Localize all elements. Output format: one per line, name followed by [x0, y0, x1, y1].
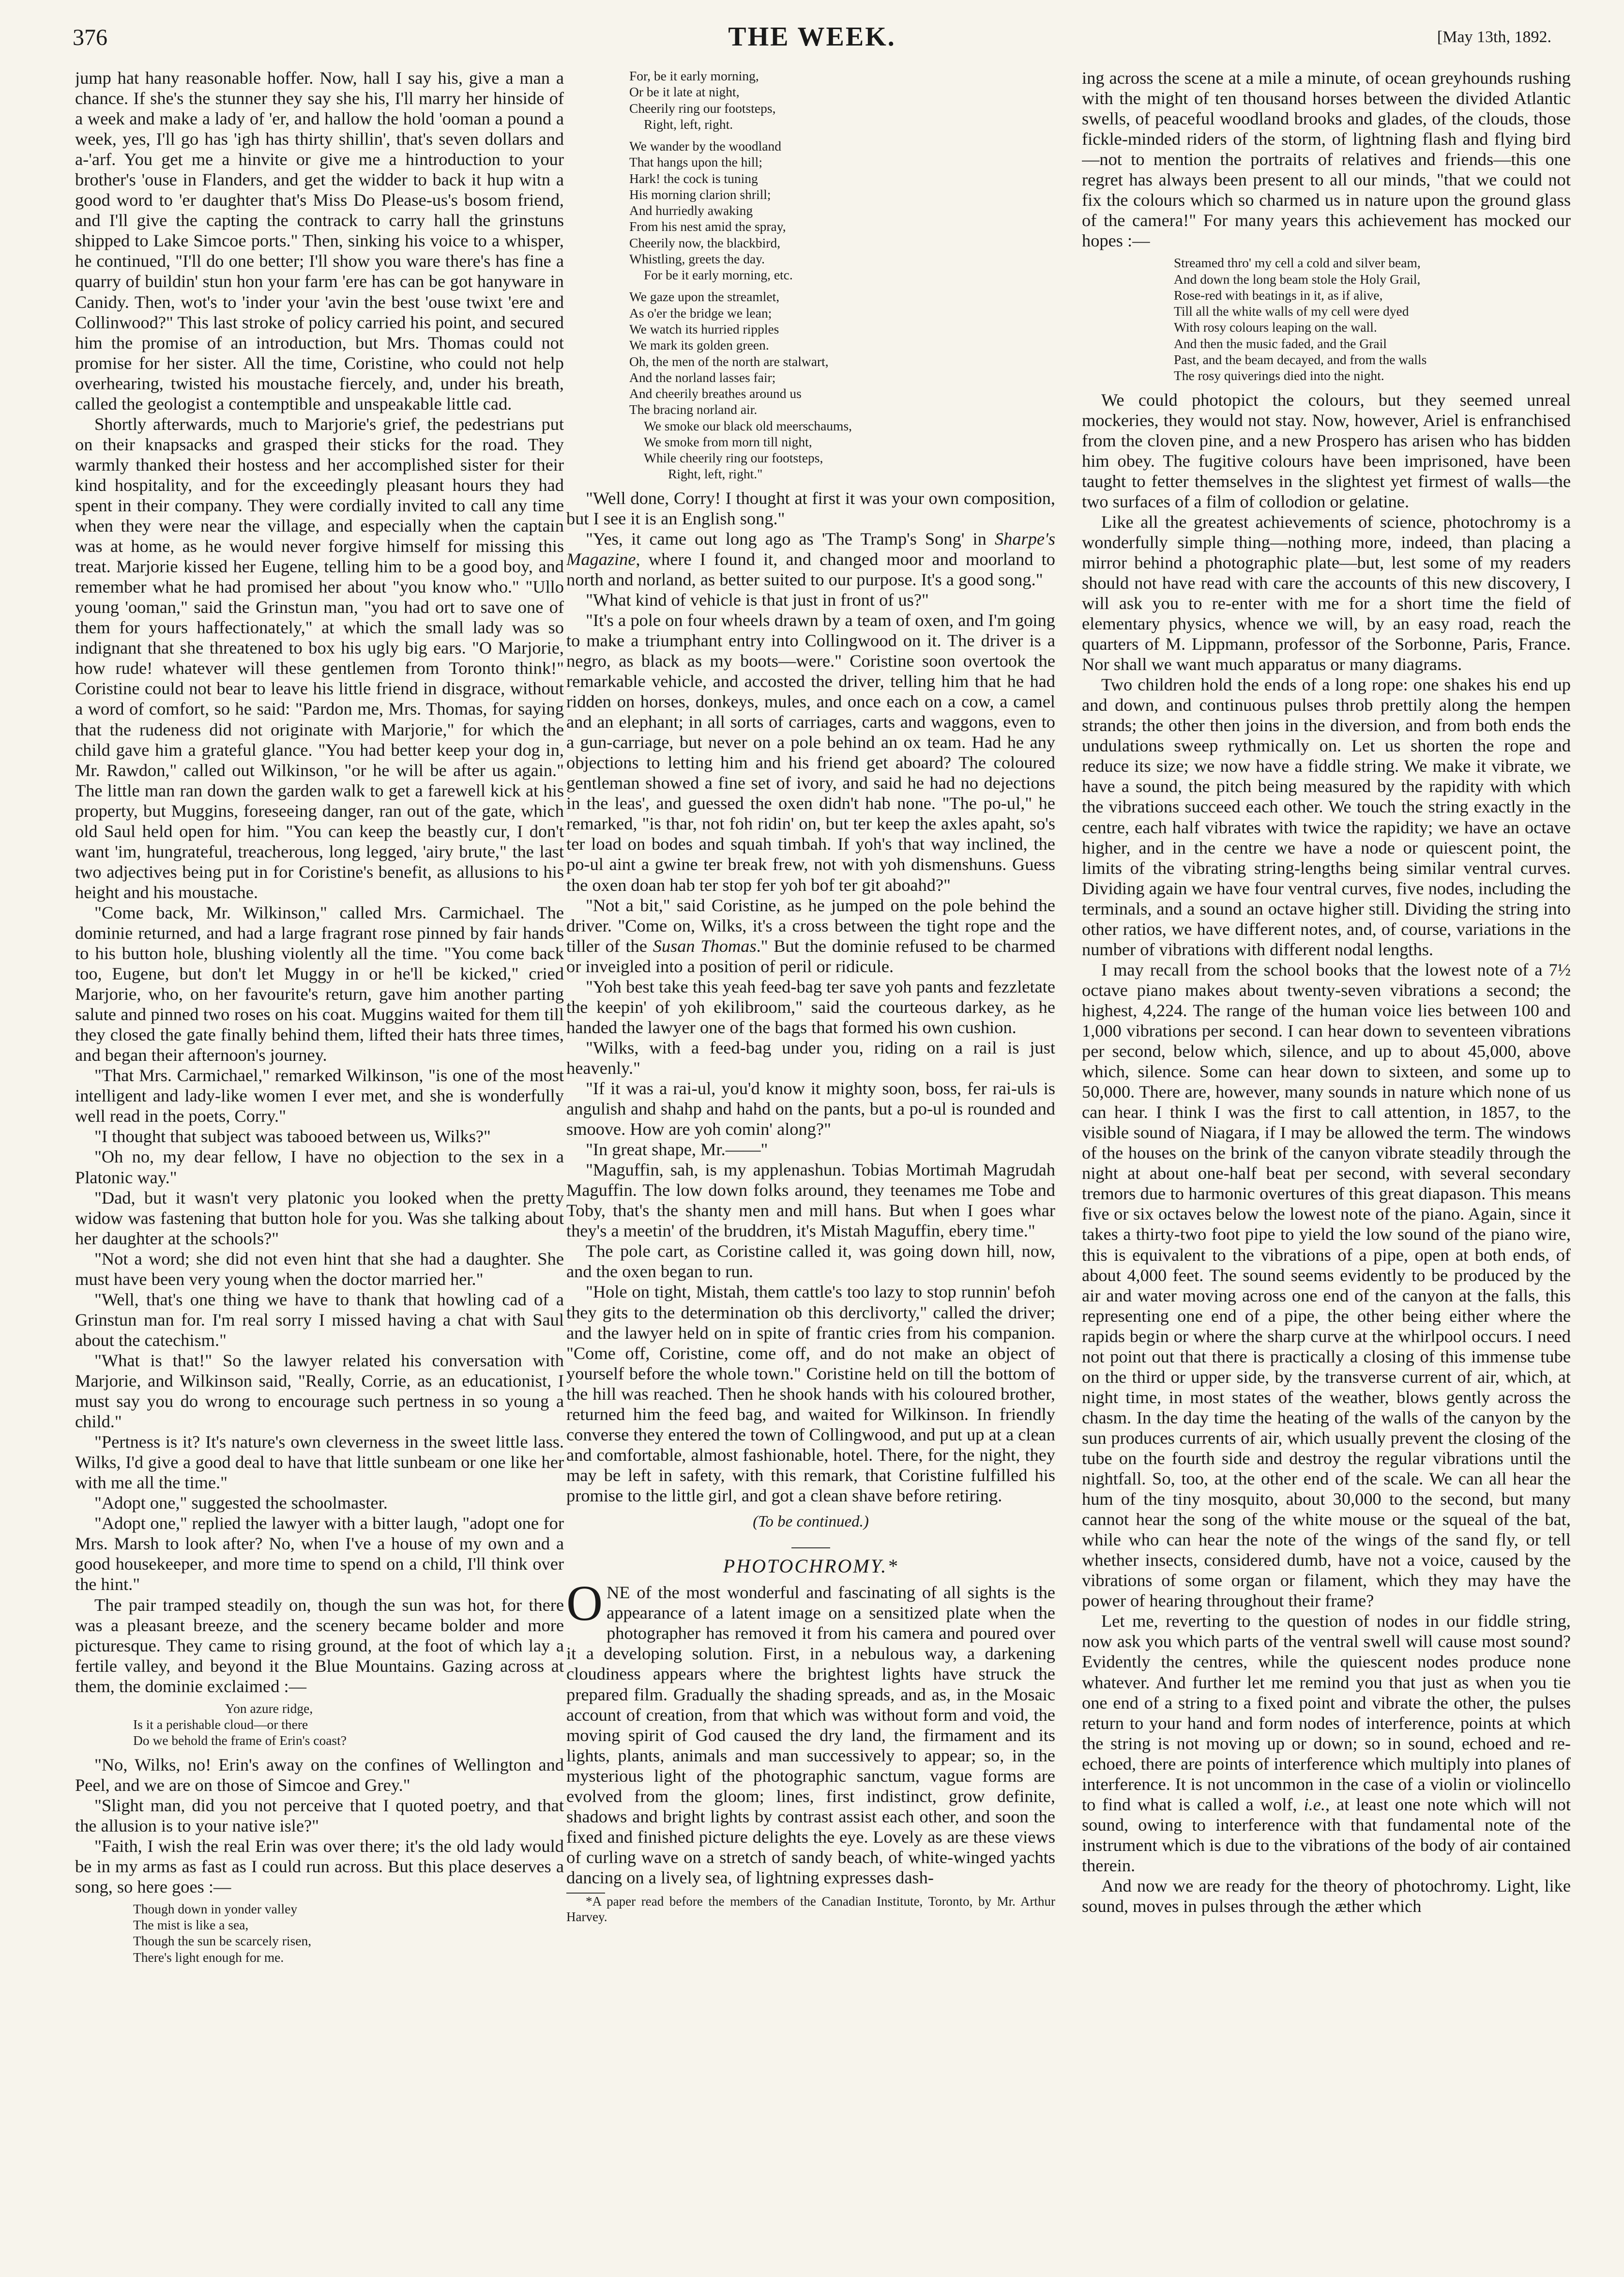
verse-line: Till all the white walls of my cell were dyed — [1174, 304, 1409, 319]
verse-block — [133, 1901, 564, 1965]
paragraph: "Dad, but it wasn't very platonic you looked when the pretty widow was fastening that button hole for you. Was she talking about her daughter at the schools?" — [75, 1188, 564, 1248]
paragraph: "Well, that's one thing we have to thank that howling cad of a Grinstun man for. I'm real sorry I missed having a chat with Saul about the catechism." — [75, 1289, 564, 1350]
text-run: "Not a bit," said Coristine, as he jumped on the pole behind the driver. "Come on, Wilks, it's a cross between the tight rope and the tiller of the — [566, 895, 1055, 956]
magazine-title: Sharpe's Magazine — [566, 529, 1055, 569]
verse-line: Streamed thro' my cell a cold and silver beam, — [1174, 255, 1421, 271]
paragraph — [1082, 1611, 1571, 1876]
paragraph: "Oh no, my dear fellow, I have no objection to the sex in a Platonic way." — [75, 1147, 564, 1187]
abbreviation: i.e. — [1304, 1794, 1325, 1814]
paragraph: ONE of the most wonderful and fascinating of all sights is the appearance of a latent image on a sensitized plate when the photographer has removed it from his camera and poured over it a developing solution. First, in a nebulous way, a darkening cloudiness appears where the brightest lights have struck the prepared film. Gradually the shading spreads, and as, in the Mosaic account of creation, from that which was without form and void, the moving spirit of God caused the dry land, the firmament and its lights, plants, animals and man successively to appear; so, in the mysterious light of the photographic sanctum, vague forms are evolved from the gloom; lines, first indistinct, grow definite, shadows and bright lights by contrast assist each other, and soon the fixed and finished picture delights the eye. Lovely as are these views of curling wave on a stretch of sandy beach, of white-winged yachts dancing on a lively sea, of lightning expresses dash- — [566, 1575, 1055, 1887]
verse-line: There's light enough for me. — [133, 1949, 284, 1965]
verse-block — [133, 1700, 564, 1749]
verse-line: Rose-red with beatings in it, as if alive, — [1174, 287, 1383, 303]
verse-line: Past, and the beam decayed, and from the walls — [1174, 352, 1427, 367]
boat-name: Susan Thomas — [653, 936, 757, 956]
verse-line: That hangs upon the hill; — [629, 154, 762, 170]
verse-block — [629, 68, 1055, 132]
paragraph: "If it was a rai-ul, you'd know it mighty soon, boss, fer rai-uls is angulish and shahp and hahd on the pants, but a po-ul is rounded and smoove. How are yoh comin' along?" — [566, 1079, 1055, 1139]
verse-line: And down the long beam stole the Holy Grail, — [1174, 271, 1421, 287]
paragraph: "Not a word; she did not even hint that she had a daughter. She must have been very young when the doctor married her." — [75, 1249, 564, 1289]
verse-block — [629, 289, 1055, 482]
paragraph: "Yoh best take this yeah feed-bag ter save yoh pants and fezzletate the keepin' of yoh ekilibroom," said the courteous darkey, as he handed the lawyer one of the bags that formed his own cushion. — [566, 977, 1055, 1037]
paragraph: "Slight man, did you not perceive that I quoted poetry, and that the allusion is to your native isle?" — [75, 1795, 564, 1835]
paragraph: ing across the scene at a mile a minute, of ocean greyhounds rushing with the might of ten thousand horses between the divided Atlantic swells, of peaceful woodland brooks and glades, of the clouds, those fickle-minded riders of the storm, of lightning flash and flying bird—not to mention the portraits of relatives and friends—this one regret has always been present to all our minds, "that we could not fix the colours which so charmed us in nature upon the ground glass of the camera!" For many years this achievement has mocked our hopes :— — [1082, 68, 1571, 251]
issue-date: [May 13th, 1892. — [1437, 28, 1551, 46]
paragraph: "What is that!" So the lawyer related his conversation with Marjorie, and Wilkinson said, "Really, Corrie, as an educationist, I must say you do wrong to encourage such pertness in so young a child." — [75, 1350, 564, 1432]
paragraph: "Come back, Mr. Wilkinson," called Mrs. Carmichael. The dominie returned, and had a large fragrant rose pinned by fair hands to his button hole, blushing violently all the time. "You come back too, Eugene, but don't let Muggy in or he'll be kicked," cried Marjorie, who, on her favourite's return, gave him another parting salute and pinned two roses on his coat. Muggins waited for them till they closed the gate finally behind them, lifted their hats three times, and began their afternoon's journey. — [75, 902, 564, 1065]
verse-line: Though down in yonder valley — [133, 1901, 298, 1916]
paragraph: "It's a pole on four wheels drawn by a team of oxen, and I'm going to make a triumphant entry into Collingwood on it. The driver is a negro, as black as my boots—were." Coristine soon overtook the remarkable vehicle, and accosted the driver, telling him that he had ridden on horses, donkeys, mules, and once each on a cow, a camel and an elephant; in all sorts of carriages, carts and waggons, even to a gun-carriage, but never on a pole behind an ox team. Had he any objections to letting him and his friend get aboard? The coloured gentleman showed a fine set of ivory, and said he had no dejections in the leas', and guessed the oxen didn't hab none. "The po-ul," he remarked, "is thar, not foh ridin' on, but ter keep the axles apaht, so's ter load on bodes and squah timbah. If yoh's that way inclined, the po-ul aint a gwine ter break frew, not with yoh dismenshuns. Guess the oxen doan hab ter stop fer yoh bof ter git aboahd?" — [566, 610, 1055, 895]
verse-line: With rosy colours leaping on the wall. — [1174, 320, 1377, 335]
page-number: 376 — [73, 25, 107, 50]
verse-line: Oh, the men of the north are stalwart, — [629, 353, 829, 369]
article-title: PHOTOCHROMY.* — [723, 1555, 899, 1577]
verse-line: Right, left, right." — [668, 466, 763, 482]
masthead: THE WEEK. — [728, 22, 896, 52]
paragraph: The pair tramped steadily on, though the sun was hot, for there was a pleasant breeze, and the scenery became bolder and more picturesque. They came to rising ground, at the foot of which lay a fertile valley, and beyond it the Blue Mountains. Gazing across at them, the dominie exclaimed :— — [75, 1595, 564, 1696]
text-run: "Yes, it came out long ago as 'The Tramp's Song' in — [586, 529, 995, 549]
text-run: , at least one note which will not sound, owing to interference with that fundamental note of the instrument which is due to the vibrations of the body of air contained therein. — [1082, 1794, 1571, 1875]
to-be-continued: (To be continued.) — [753, 1513, 869, 1530]
verse-block — [1174, 255, 1571, 383]
paragraph: "Hole on tight, Mistah, them cattle's too lazy to stop runnin' befoh they gits to the determination ob this derclivorty," called the driver; and the lawyer held on in spite of frantic cries from his companion. "Come off, Coristine, come off, and do not make an object of yourself before the whole town." Coristine held on till the bottom of the hill was reached. Then he shook hands with his coloured brother, returned him the feed bag, and waited for Wilkinson. In friendly converse they entered the town of Collingwood, and put up at a clean and comfortable, almost fashionable, hotel. There, for the night, they may be left in safety, with this remark, that Coristine fulfilled his promise to the little girl, and got a clean shave before retiring. — [566, 1282, 1055, 1505]
text-run: , where I found it, and changed moor and moorland to north and norland, as better suited to our purpose. It's a good song." — [566, 549, 1055, 589]
paragraph: "That Mrs. Carmichael," remarked Wilkinson, "is one of the most intelligent and lady-like women I ever met, and she is wonderfully well read in the poets, Corry." — [75, 1066, 564, 1126]
verse-line: And then the music faded, and the Grail — [1174, 336, 1387, 351]
verse-line: From his nest amid the spray, — [629, 219, 786, 234]
verse-line: And the norland lasses fair; — [629, 369, 776, 385]
paragraph: "Wilks, with a feed-bag under you, riding on a rail is just heavenly." — [566, 1038, 1055, 1078]
verse-line: We mark its golden green. — [629, 337, 769, 353]
verse-line: Is it a perishable cloud—or there — [133, 1717, 308, 1732]
verse-line: We wander by the woodland — [629, 138, 781, 154]
verse-line: Though the sun be scarcely risen, — [133, 1933, 312, 1949]
verse-line: We smoke from morn till night, — [644, 434, 812, 449]
paragraph: jump hat hany reasonable hoffer. Now, hall I say his, give a man a chance. If she's the stunner they say she his, I'll marry her hinside of a week and make a lady of 'er, and hallow the hold 'ooman a pound a week, yes, I'll go has 'igh has thirty shillin', that's seven dollars and a-'arf. You get me a hinvite or give me a hintroduction to your brother's 'ouse in Flanders, and get the widder to back it hup witn a good word to 'er daughter that's Miss Do Please-us's bosom friend, and I'll give the capting the contrack to carry hall the grinstuns shipped to Lake Simcoe ports." Then, sinking his voice to a whisper, he continued, "I'll do one better; I'll show you ware there's has fine a quarry of buildin' stun hon your farm 'ere has can be got hanyware in Canidy. Then, wot's to 'inder your 'avin the best 'ouse twixt 'ere and Collinwood?" This last stroke of policy carried his point, and secured him the promise of an introduction, but Mrs. Thomas could not promise for her sister. All the time, Coristine, who could not help overhearing, twisted his moustache fiercely, and, under his breath, called the geologist a contemptible and unspeakable little cad. — [75, 68, 564, 413]
verse-line: Cheerily ring our footsteps, — [629, 100, 776, 116]
paragraph: "Well done, Corry! I thought at first it was your own composition, but I see it is an English song." — [566, 488, 1055, 528]
paragraph: "Adopt one," replied the lawyer with a bitter laugh, "adopt one for Mrs. Marsh to look after? No, when I've a house of my own and a good housekeeper, and more time to spend on a child, I'll think over the hint." — [75, 1513, 564, 1594]
verse-line: The bracing norland air. — [629, 402, 758, 417]
verse-line: And hurriedly awaking — [629, 203, 753, 218]
verse-line: Or be it late at night, — [629, 84, 740, 100]
paragraph: "No, Wilks, no! Erin's away on the confines of Wellington and Peel, and we are on those of Simcoe and Grey." — [75, 1755, 564, 1795]
paragraph: "Maguffin, sah, is my applenashun. Tobias Mortimah Magrudah Maguffin. The low down folks around, they teenames me Tobe and Toby, that's the shanty men and mill hans. But when I goes whar they's a meetin' of the bruddren, it's Mistah Maguffin, ebery time." — [566, 1160, 1055, 1241]
verse-line: Right, left, right. — [644, 116, 733, 132]
paragraph: And now we are ready for the theory of photochromy. Light, like sound, moves in pulses through the æther which — [1082, 1876, 1571, 1916]
paragraph: We could photopict the colours, but they seemed unreal mockeries, they would not stay. Now, however, Ariel is enfranchised from the cloven pine, and a new Prospero has arisen who has bidden him obey. The fugitive colours have been imprisoned, have been taught to fetter themselves in the slightest yet firmest of walls—the two surfaces of a film of collodion or gelatine. — [1082, 390, 1571, 511]
text-run: Let me, reverting to the question of nodes in our fiddle string, now ask you which parts of the ventral swell will cause most sound? Evidently the centres, while the quiescent nodes produce none whatever. And further let me remind you that just as when you tie one end of a string to a fixed point and vibrate the other, the pulses return to your hand and form nodes of interference, points at which the string is not moving up or down; so in sound, echoed and re-echoed, there are points of interference which multiply into planes of interference. It is not uncommon in the case of a violin or violincello to find what is called a wolf, — [1082, 1611, 1571, 1814]
verse-line: Whistling, greets the day. — [629, 251, 765, 266]
paragraph: Two children hold the ends of a long rope: one shakes his end up and down, and continuous pulses throb prettily along the hempen strands; the other then joins in the diversion, and from both ends the undulations sweep rythmically on. Let us shorten the rope and reduce its size; we now have a fiddle string. We make it vibrate, we have a sound, the pitch being measured by the rapidity with which the vibrations succeed each other. We touch the string exactly in the centre, each half vibrates with twice the rapidity; we have an octave higher, and in the centre we have a node or quiescent point, the limits of the vibrating string-lengths being similar ventral curves. Dividing again we have four ventral curves, five nodes, including the terminals, and a sound an octave higher still. Dividing the string into other ratios, we have different notes, and, of course, variations in the number of vibrations with different nodal lengths. — [1082, 675, 1571, 959]
verse-line: For, be it early morning, — [629, 68, 759, 83]
section-divider — [791, 1547, 830, 1548]
verse-line: As o'er the bridge we lean; — [629, 305, 772, 321]
column-3 — [1082, 68, 1571, 2261]
page-header — [73, 19, 1551, 63]
verse-line: While cheerily ring our footsteps, — [644, 450, 823, 466]
verse-line: The rosy quiverings died into the night. — [1174, 368, 1384, 383]
verse-line: Cheerily now, the blackbird, — [629, 235, 781, 250]
paragraph: The pole cart, as Coristine called it, was going down hill, now, and the oxen began to run. — [566, 1241, 1055, 1282]
paragraph: "Pertness is it? It's nature's own cleverness in the sweet little lass. Wilks, I'd give a good deal to have that little sunbeam or one like her with me all the time." — [75, 1432, 564, 1493]
paragraph: "I thought that subject was tabooed between us, Wilks?" — [94, 1127, 491, 1146]
verse-line: We watch its hurried ripples — [629, 321, 779, 336]
column-2 — [566, 68, 1055, 2261]
verse-line: Hark! the cock is tuning — [629, 170, 758, 186]
paragraph — [566, 895, 1055, 977]
paragraph: I may recall from the school books that the lowest note of a 7½ octave piano makes about twenty-seven vibrations a second; the highest, 4,224. The range of the human voice lies between 100 and 1,000 vibrations per second. I can hear down to seventeen vibrations per second, below which, silence, and up to about 45,000, above which, silence. Some can hear down to sixteen, and some up to 50,000. There are, however, many sounds in nature which none of us can hear. I think I was the first to call attention, in 1857, to the visible sound of Niagara, if I may be allowed the term. The windows of the houses on the brink of the canyon vibrate steadily through the night at about one-half beat per second, with several secondary tremors due to harmonic overtures of this great diapason. This means five or six octaves below the lowest note of the piano. Again, since it takes a thirty-two foot pipe to yield the low sound of the piano wire, this is equivalent to the vibrations of a pipe, open at both ends, of about 4,000 feet. The sound seems evidently to be produced by the air and water moving across one end of the canyon at the falls, this representing one end of a pipe, the other being either where the rapids begin or where the sharp curve at the whirlpool occurs. I need not point out that there is practically a closing of this immense tube on the third or upper side, by the transverse current of air, which, at night time, in most states of the weather, blows gently across the chasm. In the day time the heating of the walls of the canyon by the sun produces currents of air, which usually prevent the closing of the tube on the fourth side and destroy the regular vibrations until the nightfall. So, too, at the other end of the scale. We can all hear the hum of the tiny mosquito, about 30,000 to the second, but many cannot hear the song of the white mouse or the squeal of the bat, while who can hear the note of the wings of the sand fly, or tell whether insects, considered dumb, have not a voice, caused by the vibrations of some organ or filament, which they may have the power of hearing throughout their frame? — [1082, 960, 1571, 1611]
paragraph: Shortly afterwards, much to Marjorie's grief, the pedestrians put on their knapsacks and grasped their sticks for the road. They warmly thanked their hostess and her accomplished sister for their kind hospitality, and for the exceedingly pleasant hours they had spent in their company. They were cordially invited to call any time when they were near the village, and especially when the captain was at home, as he would never forgive himself for missing this treat. Marjorie kissed her Eugene, telling him to be a good boy, and remember what he had promised her about "you know who." "Ullo young 'ooman," said the Grinstun man, "you had ort to save one of them for yours haffectionately," at which the small lady was so indignant that she threatened to box his ugly big ears. "O Marjorie, how rude! whatever will these gentlemen from Toronto think!" Coristine could not bear to leave his little friend in disgrace, without a word of comfort, so he said: "Pardon me, Mrs. Thomas, for saying that the rudeness did not originate with Marjorie," for which the child gave him a grateful glance. "You had better keep your dog in, Mr. Rawdon," called out Wilkinson, "or he will be after us again." The little man ran down the garden walk to get a farewell kick at his property, but Muggins, foreseeing danger, ran out of the gate, which old Saul held open for him. "You can keep the beastly cur, I don't want 'im, hungrateful, treacherous, long legged, 'airy brute," the last two adjectives being put in for Coristine's benefit, as allusions to his height and his moustache. — [75, 414, 564, 902]
paragraph: Like all the greatest achievements of science, photochromy is a wonderfully simple thing—nothing more, indeed, than placing a mirror behind a photographic plate—but, lest some of my readers should not have read with care the accounts of this new discovery, I will ask you to re-enter with me for a short time the field of elementary physics, whence we will, by an easy road, reach the quarters of M. Lippmann, professor of the Sorbonne, Paris, France. Nor shall we want much apparatus or many diagrams. — [1082, 512, 1571, 674]
verse-line: The mist is like a sea, — [133, 1917, 249, 1933]
verse-line: We smoke our black old meerschaums, — [644, 418, 852, 433]
verse-line: For be it early morning, etc. — [644, 267, 793, 283]
paragraph: "Faith, I wish the real Erin was over there; it's the old lady would be in my arms as fast as I could run across. But this place deserves a song, so here goes :— — [75, 1836, 564, 1896]
verse-line: And cheerily breathes around us — [629, 386, 802, 401]
footnote: *A paper read before the members of the Canadian Institute, Toronto, by Mr. Arthur Harvey. — [566, 1894, 1055, 1925]
verse-line: We gaze upon the streamlet, — [629, 289, 780, 305]
paragraph — [566, 529, 1055, 590]
paragraph: "In great shape, Mr.——" — [586, 1140, 768, 1160]
verse-line: Do we behold the frame of Erin's coast? — [133, 1733, 347, 1748]
verse-line: Yon azure ridge, — [225, 1700, 313, 1716]
text-run: ." But the dominie refused to be charmed or inveigled into a position of peril or ridicule. — [566, 936, 1055, 976]
paragraph: "Adopt one," suggested the schoolmaster. — [94, 1493, 388, 1513]
paragraph: "What kind of vehicle is that just in front of us?" — [586, 590, 929, 610]
verse-line: His morning clarion shrill; — [629, 186, 771, 202]
column-1 — [75, 68, 564, 2261]
verse-block — [629, 138, 1055, 283]
